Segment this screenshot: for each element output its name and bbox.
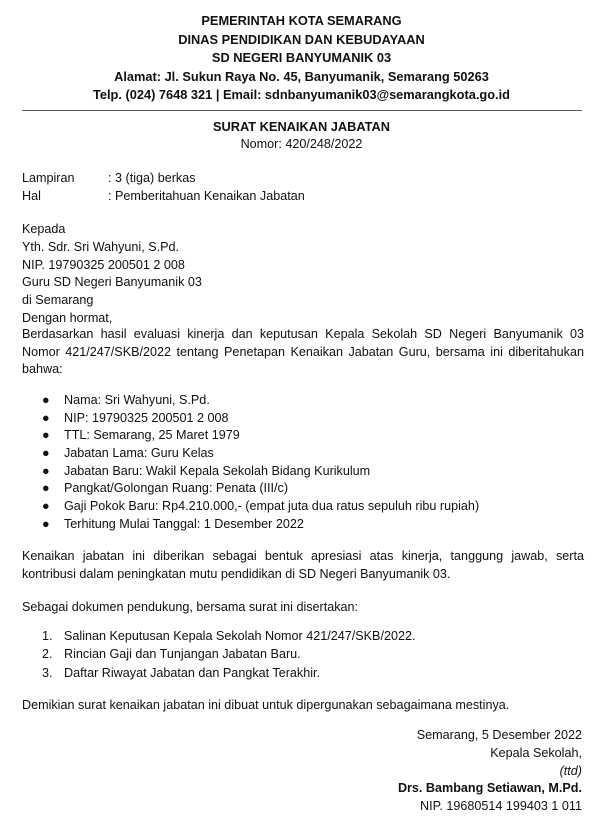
letterhead-address: Alamat: Jl. Sukun Raya No. 45, Banyumanik, Semarang 50263	[114, 68, 489, 84]
signature-nip: NIP. 19680514 199403 1 011	[419, 799, 582, 814]
letter-meta	[22, 170, 582, 206]
list-item	[22, 463, 582, 481]
letterhead-contact: Telp. (024) 7648 321 | Email: sdnbanyumanik03@semarangkota.go.id	[93, 87, 510, 102]
meta-value: : Pemberitahuan Kenaikan Jabatan	[108, 189, 305, 203]
letterhead	[0, 12, 603, 105]
letterhead-divider	[22, 110, 582, 111]
list-item-text: Daftar Riwayat Jabatan dan Pangkat Terakhir.	[64, 665, 320, 680]
list-item	[22, 392, 582, 410]
recipient-name: Yth. Sdr. Sri Wahyuni, S.Pd.	[22, 239, 180, 254]
signature-place-date: Semarang, 5 Desember 2022	[416, 728, 582, 742]
signature-role: Kepala Sekolah,	[490, 745, 582, 760]
list-item-text: Terhitung Mulai Tanggal: 1 Desember 2022	[64, 516, 304, 531]
list-item	[22, 410, 582, 428]
list-item-text: Gaji Pokok Baru: Rp4.210.000,- (empat juta dua ratus sepuluh ribu rupiah)	[64, 499, 480, 514]
list-item-text: TTL: Semarang, 25 Maret 1979	[64, 428, 240, 443]
letter-number: Nomor: 420/248/2022	[240, 136, 363, 151]
recipient-position: Guru SD Negeri Banyumanik 03	[22, 275, 202, 290]
list-item-text: Jabatan Baru: Wakil Kepala Sekolah Bidang Kurikulum	[64, 463, 371, 478]
meta-key: Lampiran	[22, 171, 75, 185]
bullet-icon: ●	[42, 481, 50, 496]
list-item-text: Pangkat/Golongan Ruang: Penata (III/c)	[64, 481, 289, 496]
list-item-text: Jabatan Lama: Guru Kelas	[64, 446, 214, 461]
bullet-icon: ●	[42, 463, 50, 478]
appreciation-paragraph: Kenaikan jabatan ini diberikan sebagai bentuk apresiasi atas kinerja, tanggung jawab, serta kontribusi dalam peningkatan mutu pendidikan di SD Negeri Banyumanik 03.	[22, 549, 584, 581]
list-item-text: Salinan Keputusan Kepala Sekolah Nomor 421/247/SKB/2022.	[64, 629, 416, 643]
bullet-icon: ●	[42, 499, 50, 514]
recipient-nip: NIP. 19790325 200501 2 008	[22, 257, 185, 272]
list-item-text: NIP: 19790325 200501 2 008	[64, 410, 229, 425]
meta-row-subject	[22, 188, 582, 206]
list-item	[22, 427, 582, 445]
documents-list	[22, 628, 582, 683]
greeting: Dengan hormat,	[22, 310, 113, 325]
meta-key: Hal	[22, 189, 41, 203]
recipient-kepada: Kepada	[22, 222, 66, 236]
list-number: 3.	[42, 665, 53, 680]
bullet-icon: ●	[42, 428, 50, 443]
letterhead-agency: DINAS PENDIDIKAN DAN KEBUDAYAAN	[178, 31, 425, 47]
list-item	[22, 628, 582, 646]
bullet-icon: ●	[42, 516, 50, 531]
signature-name: Drs. Bambang Setiawan, M.Pd.	[397, 781, 582, 796]
signature-ttd: (ttd)	[559, 763, 582, 778]
list-number: 1.	[42, 629, 53, 643]
list-item	[22, 665, 582, 683]
list-item	[22, 445, 582, 463]
letter-heading: SURAT KENAIKAN JABATAN	[212, 119, 391, 134]
recipient-block	[22, 221, 592, 328]
list-item-text: Rincian Gaji dan Tunjangan Jabatan Baru.	[64, 647, 301, 662]
bullet-icon: ●	[42, 410, 50, 425]
list-item	[22, 646, 582, 664]
details-list	[22, 392, 582, 534]
bullet-icon: ●	[42, 446, 50, 461]
list-item-text: Nama: Sri Wahyuni, S.Pd.	[64, 393, 210, 407]
list-item	[22, 480, 582, 498]
meta-value: : 3 (tiga) berkas	[108, 171, 196, 185]
closing-paragraph: Demikian surat kenaikan jabatan ini dibuat untuk dipergunakan sebagaimana mestinya.	[22, 698, 510, 712]
letterhead-school: SD NEGERI BANYUMANIK 03	[211, 50, 392, 65]
documents-intro: Sebagai dokumen pendukung, bersama surat ini disertakan:	[22, 600, 359, 614]
list-item	[22, 498, 582, 516]
letter-title	[0, 118, 603, 153]
list-item	[22, 516, 582, 534]
meta-row-attachment	[22, 170, 582, 188]
letterhead-government: PEMERINTAH KOTA SEMARANG	[201, 13, 402, 28]
opening-paragraph: Berdasarkan hasil evaluasi kinerja dan keputusan Kepala Sekolah SD Negeri Banyumanik 03 Nomor 421/247/SKB/2022 tentang Penetapan Kenaikan Jabatan Guru, bersama ini diberitahukan bahwa:	[22, 327, 584, 376]
recipient-place: di Semarang	[22, 293, 94, 308]
list-number: 2.	[42, 647, 53, 662]
bullet-icon: ●	[42, 393, 50, 407]
signature-block	[398, 727, 582, 816]
